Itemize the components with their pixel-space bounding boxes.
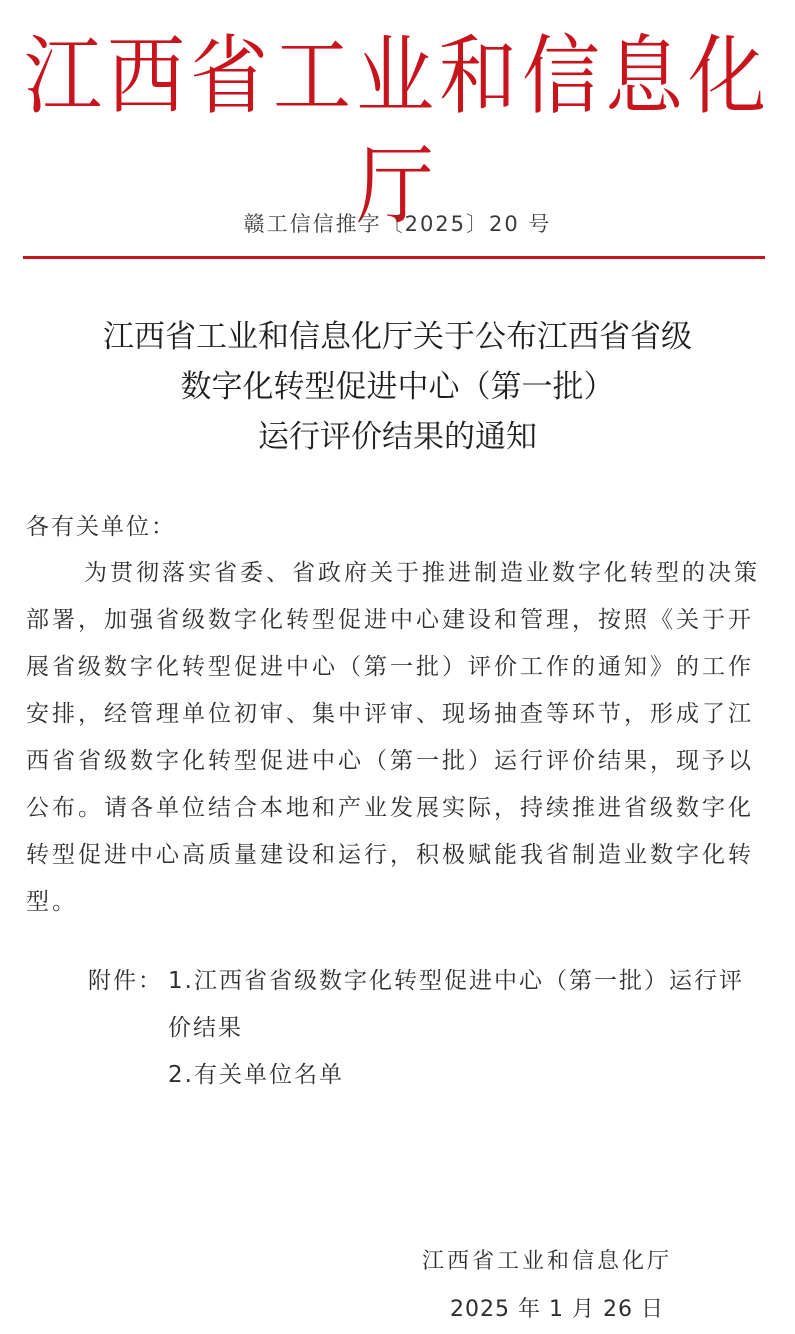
body-line: 型。 — [26, 889, 78, 915]
attachment-item-1: 1.江西省省级数字化转型促进中心（第一批）运行评 — [168, 968, 744, 994]
body-paragraph — [26, 550, 771, 926]
signature-date: 2025 年 1 月 26 日 — [450, 1297, 664, 1322]
body-line: 转型促进中心高质量建设和运行，积极赋能我省制造业数字化转 — [26, 842, 754, 868]
masthead-issuer: 江西省工业和信息化厅 — [23, 27, 771, 237]
body-line: 为贯彻落实省委、省政府关于推进制造业数字化转型的决策 — [84, 560, 760, 586]
body-line: 公布。请各单位结合本地和产业发展实际，持续推进省级数字化 — [26, 795, 754, 821]
title-line: 数字化转型促进中心（第一批） — [180, 369, 615, 405]
attachment-item-1-continued: 价结果 — [168, 1015, 243, 1041]
document-title — [0, 312, 795, 462]
signature-block — [422, 1238, 672, 1334]
document-number: 赣工信信推字〔2025〕20 号 — [243, 212, 552, 236]
signature-issuer: 江西省工业和信息化厅 — [422, 1249, 673, 1274]
body-line: 西省省级数字化转型促进中心（第一批）运行评价结果，现予以 — [26, 748, 754, 774]
attachments-label: 附件： — [88, 968, 163, 994]
body-line: 安排，经管理单位初审、集中评审、现场抽查等环节，形成了江 — [26, 701, 754, 727]
attachments-section — [88, 958, 744, 1099]
attachment-item-2: 2.有关单位名单 — [168, 1062, 344, 1088]
red-divider-rule — [23, 256, 765, 259]
body-line: 部署，加强省级数字化转型促进中心建设和管理，按照《关于开 — [26, 607, 754, 633]
salutation: 各有关单位： — [26, 514, 176, 540]
title-line: 运行评价结果的通知 — [258, 419, 537, 455]
title-line: 江西省工业和信息化厅关于公布江西省省级 — [103, 319, 692, 355]
body-line: 展省级数字化转型促进中心（第一批）评价工作的通知》的工作 — [26, 654, 754, 680]
